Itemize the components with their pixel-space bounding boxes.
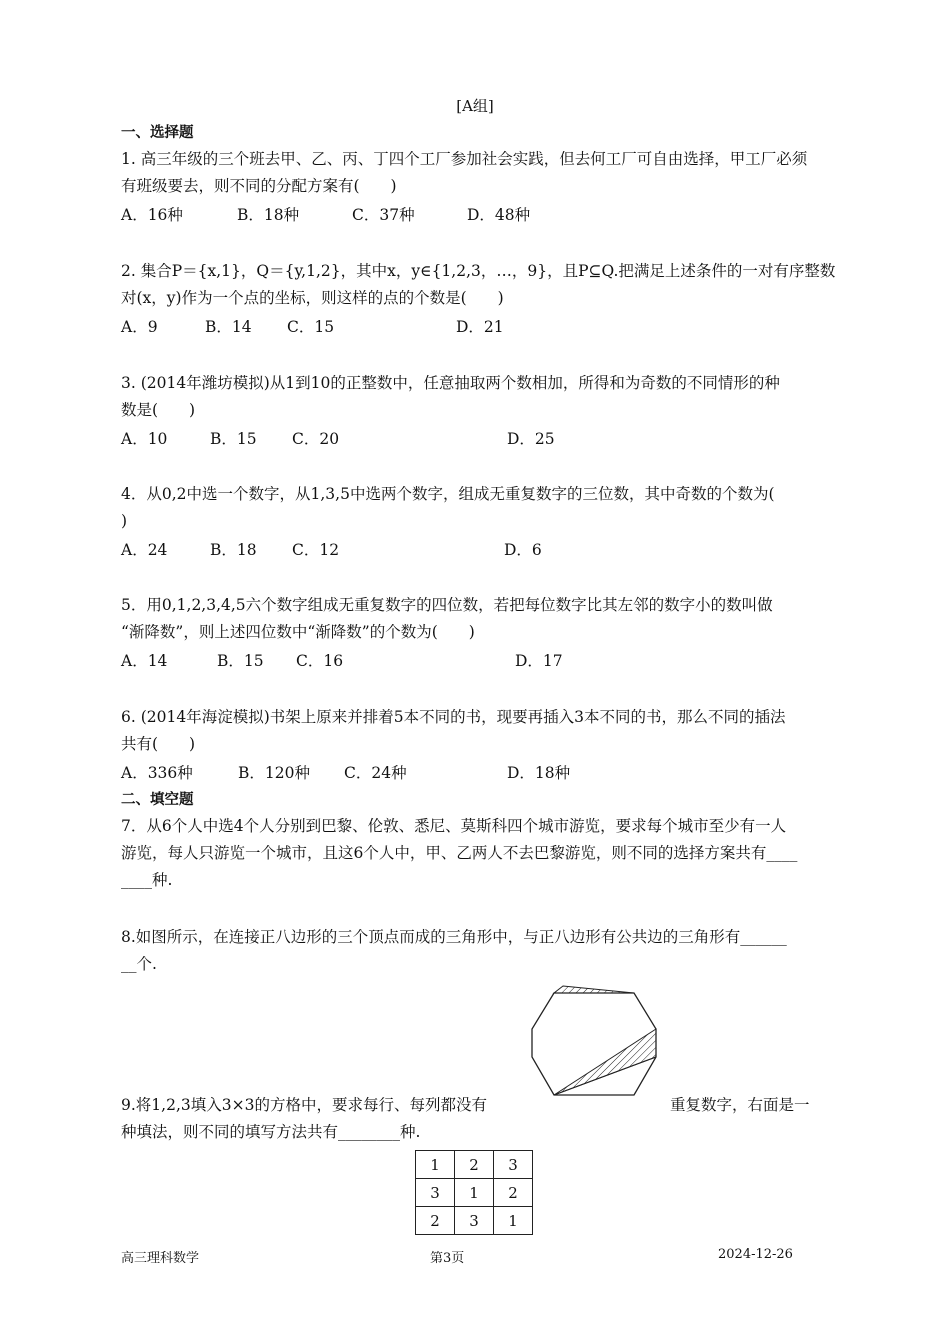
q9-line2: 种填法，则不同的填写方法共有________种. bbox=[121, 1123, 421, 1141]
grid-row bbox=[416, 1179, 533, 1207]
q9-line1a: 9.将1,2,3填入3×3的方格中，要求每行、每列都没有 bbox=[121, 1096, 487, 1114]
q4-option-c: C．12 bbox=[292, 541, 340, 559]
q4-option-d: D．6 bbox=[504, 541, 542, 559]
grid-cell: 1 bbox=[416, 1151, 455, 1179]
q3-line2: 数是( ) bbox=[121, 401, 196, 419]
grid-cell: 2 bbox=[416, 1207, 455, 1235]
octagon-figure bbox=[527, 985, 663, 1101]
q6-option-c: C．24种 bbox=[344, 764, 407, 782]
q2-option-b: B．14 bbox=[205, 318, 252, 336]
q6-line2: 共有( ) bbox=[121, 735, 196, 753]
grid-cell: 3 bbox=[455, 1207, 494, 1235]
q5-option-c: C．16 bbox=[296, 652, 344, 670]
q9-line1b: 重复数字，右面是一 bbox=[670, 1096, 810, 1114]
grid-row bbox=[416, 1151, 533, 1179]
grid-cell: 3 bbox=[494, 1151, 533, 1179]
q5-line1: 5．用0,1,2,3,4,5六个数字组成无重复数字的四位数，若把每位数字比其左邻的数字小的数叫做 bbox=[121, 596, 773, 614]
q4-option-a: A．24 bbox=[121, 541, 168, 559]
footer-left: 高三理科数学 bbox=[121, 1251, 200, 1266]
section-heading-choice: 一、选择题 bbox=[121, 125, 194, 141]
q3-option-c: C．20 bbox=[292, 430, 340, 448]
q4-option-b: B．18 bbox=[210, 541, 257, 559]
q1-line2: 有班级要去，则不同的分配方案有( ) bbox=[121, 177, 397, 195]
footer-page-number: 第3页 bbox=[430, 1251, 465, 1266]
q1-option-b: B．18种 bbox=[237, 206, 300, 224]
grid-cell: 1 bbox=[455, 1179, 494, 1207]
number-grid bbox=[415, 1150, 533, 1235]
q7-line2: 游览，每人只游览一个城市，且这6个人中，甲、乙两人不去巴黎游览，则不同的选择方案共有____ bbox=[121, 844, 798, 862]
section-heading-fill: 二、填空题 bbox=[121, 792, 194, 808]
footer-date: 2024-12-26 bbox=[718, 1247, 793, 1262]
q6-option-a: A．336种 bbox=[121, 764, 193, 782]
q8-line1: 8.如图所示，在连接正八边形的三个顶点而成的三角形中，与正八边形有公共边的三角形有______ bbox=[121, 928, 787, 946]
shaded-triangle-1 bbox=[554, 986, 634, 993]
q8-line2: __个. bbox=[121, 955, 157, 973]
q1-option-a: A．16种 bbox=[121, 206, 183, 224]
q2-option-d: D．21 bbox=[456, 318, 504, 336]
grid-row bbox=[416, 1207, 533, 1235]
group-title: [A组] bbox=[456, 97, 494, 115]
q3-line1: 3. (2014年潍坊模拟)从1到10的正整数中，任意抽取两个数相加，所得和为奇数的不同情形的种 bbox=[121, 374, 780, 392]
q5-line2: “渐降数”，则上述四位数中“渐降数”的个数为( ) bbox=[121, 623, 475, 641]
q2-line1: 2. 集合P＝{x,1}，Q＝{y,1,2}，其中x，y∈{1,2,3，…，9}，且P⊆Q.把满足上述条件的一对有序整数 bbox=[121, 262, 836, 280]
q2-option-c: C．15 bbox=[287, 318, 335, 336]
q2-line2: 对(x，y)作为一个点的坐标，则这样的点的个数是( ) bbox=[121, 289, 504, 307]
q4-line2: ) bbox=[121, 512, 128, 530]
q1-option-d: D．48种 bbox=[467, 206, 531, 224]
q3-option-b: B．15 bbox=[210, 430, 257, 448]
q2-option-a: A．9 bbox=[121, 318, 158, 336]
q3-option-d: D．25 bbox=[507, 430, 555, 448]
q6-line1: 6. (2014年海淀模拟)书架上原来并排着5本不同的书，现要再插入3本不同的书，那么不同的插法 bbox=[121, 708, 786, 726]
q7-line1: 7．从6个人中选4个人分别到巴黎、伦敦、悉尼、莫斯科四个城市游览，要求每个城市至少有一人 bbox=[121, 817, 787, 835]
q1-line1: 1. 高三年级的三个班去甲、乙、丙、丁四个工厂参加社会实践，但去何工厂可自由选择，甲工厂必须 bbox=[121, 150, 808, 168]
q5-option-d: D．17 bbox=[515, 652, 563, 670]
grid-cell: 3 bbox=[416, 1179, 455, 1207]
q4-line1: 4．从0,2中选一个数字，从1,3,5中选两个数字，组成无重复数字的三位数，其中奇数的个数为( bbox=[121, 485, 775, 503]
q5-option-b: B．15 bbox=[217, 652, 264, 670]
shaded-triangle-2 bbox=[554, 1029, 656, 1095]
grid-cell: 2 bbox=[455, 1151, 494, 1179]
grid-cell: 1 bbox=[494, 1207, 533, 1235]
q5-option-a: A．14 bbox=[121, 652, 168, 670]
q7-line3: ____种. bbox=[121, 871, 173, 889]
q6-option-b: B．120种 bbox=[238, 764, 310, 782]
grid-cell: 2 bbox=[494, 1179, 533, 1207]
q3-option-a: A．10 bbox=[121, 430, 168, 448]
q6-option-d: D．18种 bbox=[507, 764, 571, 782]
q1-option-c: C．37种 bbox=[352, 206, 415, 224]
